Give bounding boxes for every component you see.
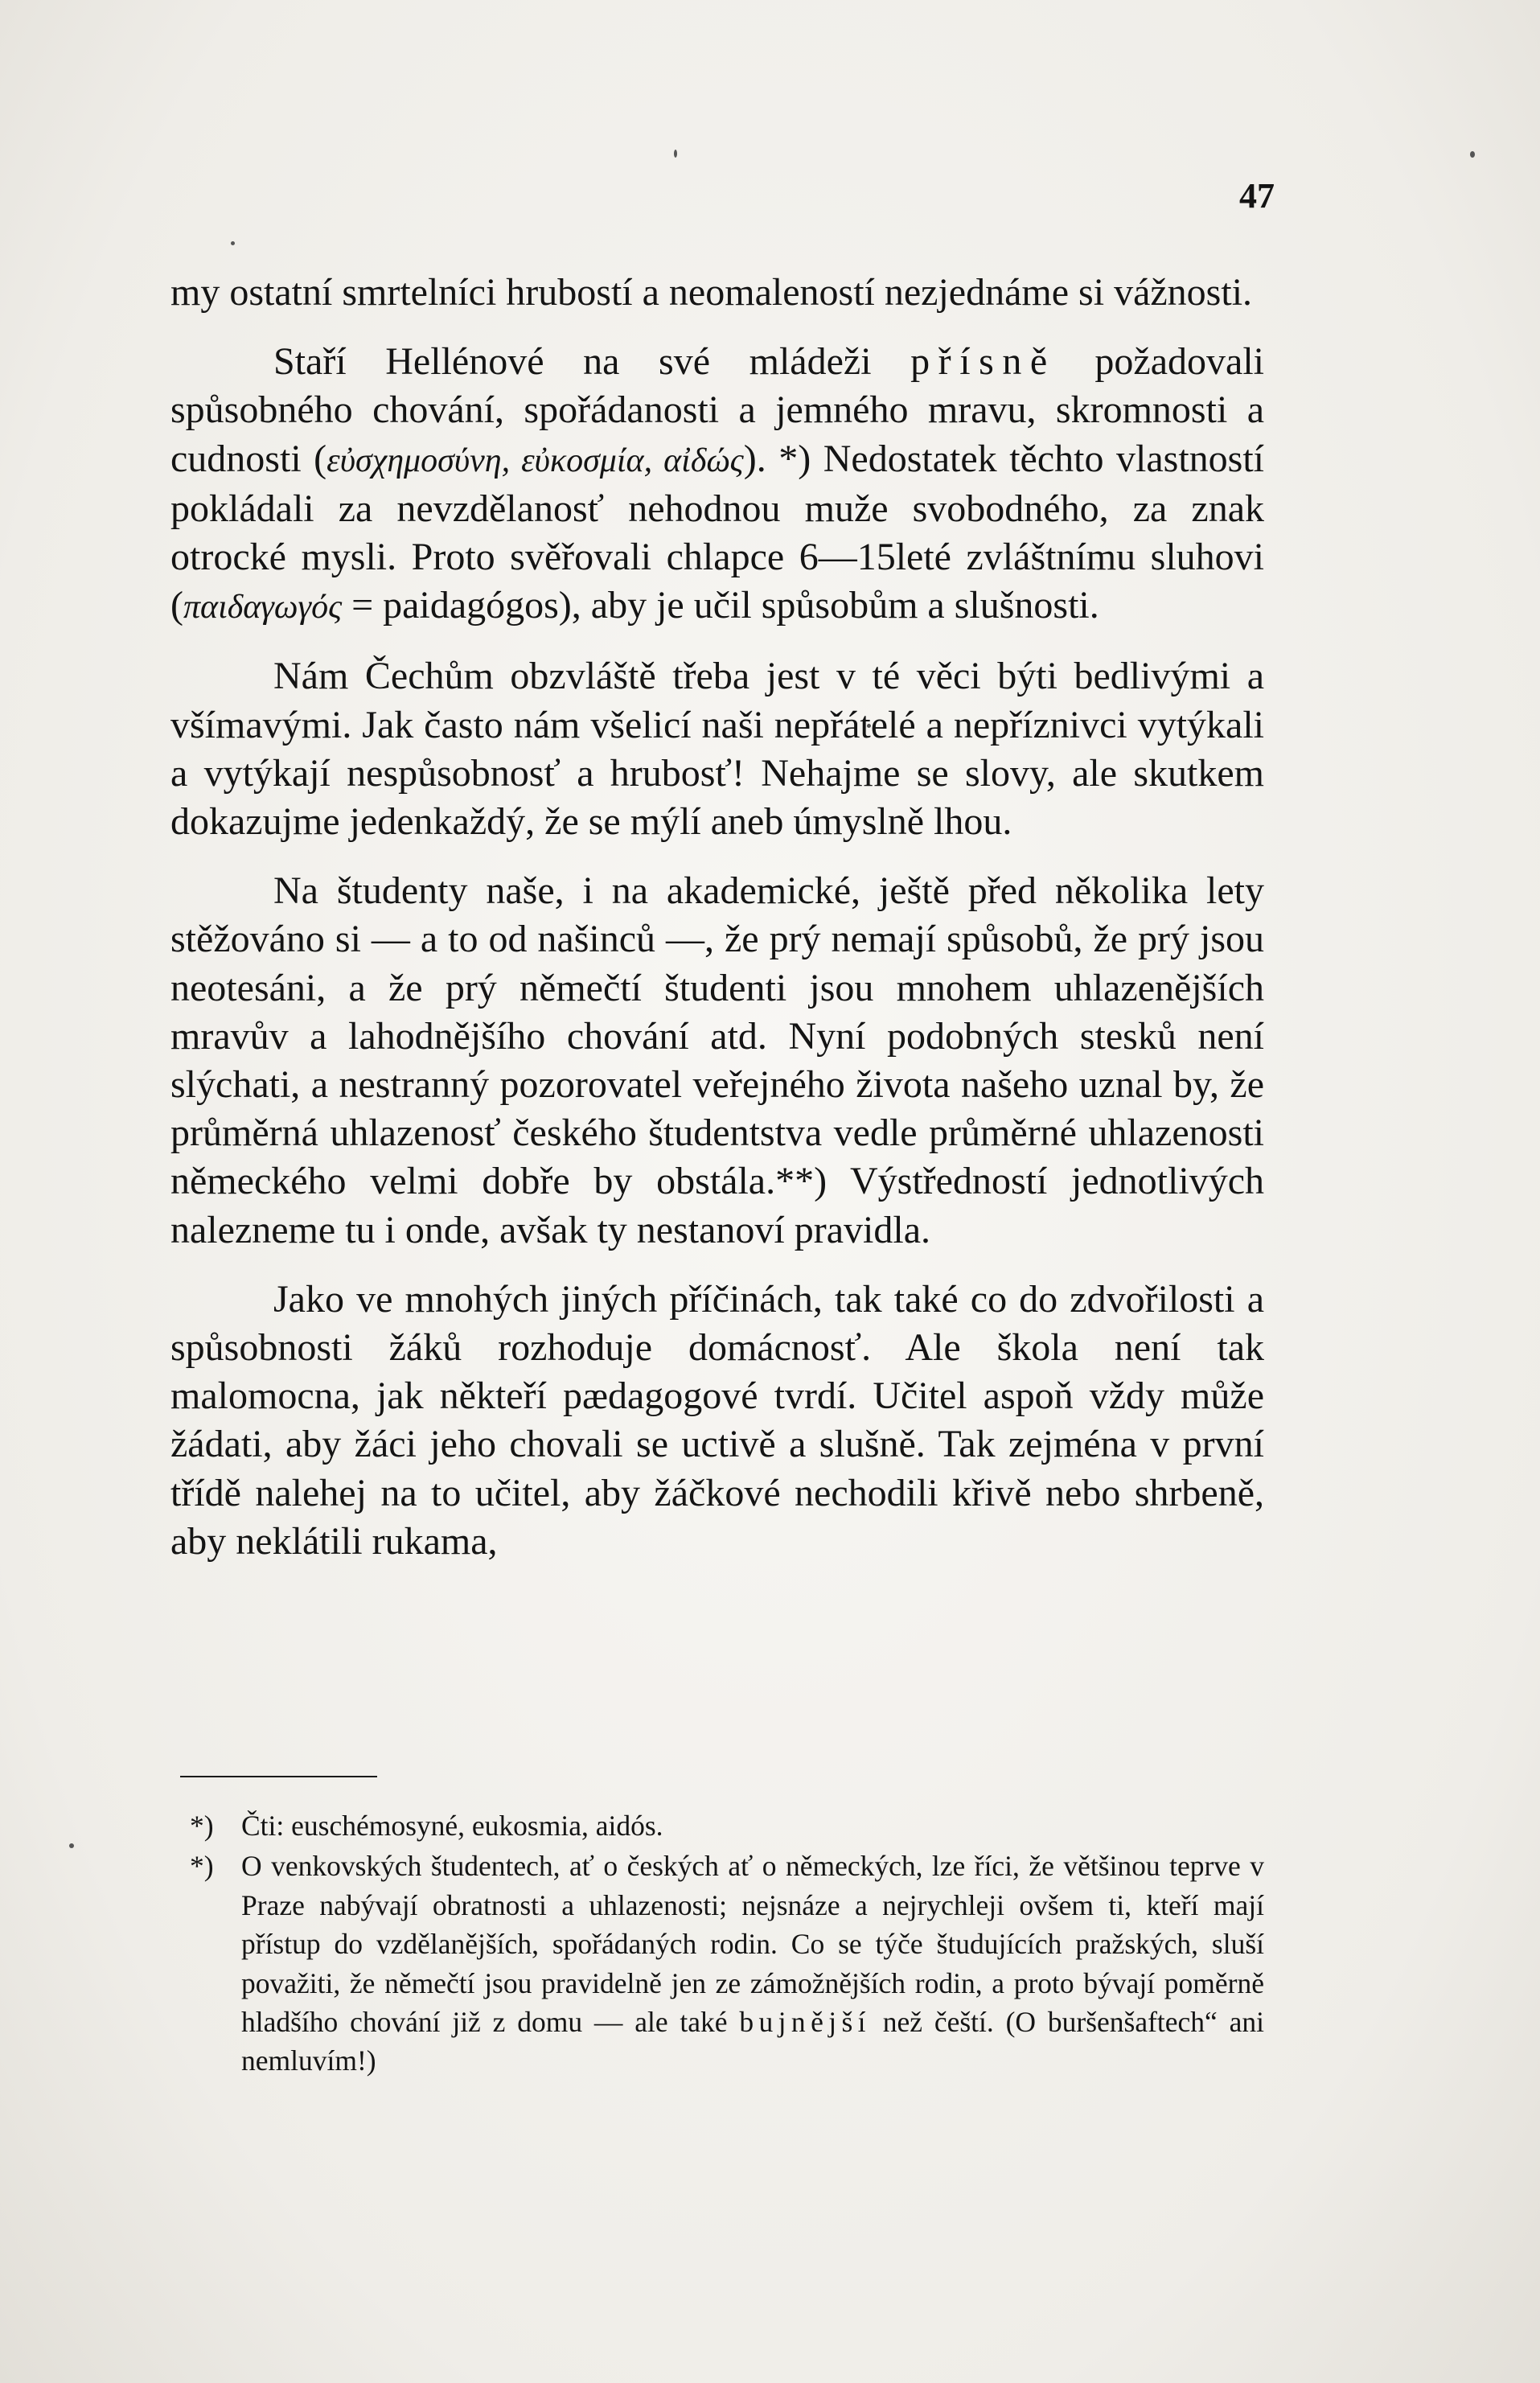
footnotes: [190, 1806, 1264, 2082]
page-number: 47: [1239, 176, 1275, 216]
emphasis-spaced: přísně: [910, 340, 1056, 384]
footnote: *) Čti: euschémosyné, eukosmia, aidós.: [241, 1806, 1264, 1845]
greek-text: εὐσχημοσύνη, εὐκοσμία, αἰδώς: [326, 442, 744, 479]
speck: [69, 1843, 74, 1848]
speck: [674, 150, 677, 158]
body-text: [170, 269, 1264, 1566]
paragraph: Nám Čechům obzvláště třeba jest v té věci býti bedlivými a všímavými. Jak často nám všelicí naši nepřátelé a nepříznivci vytýkali a vytýkají nespůsobnosť a hrubosť! Nehajme se slovy, ale skutkem dokazujme jedenkaždý, že se mýlí aneb úmyslně lhou.: [170, 655, 1264, 844]
speck: [231, 241, 235, 245]
paragraph: my ostatní smrtelníci hrubostí a neomaleností nezjednáme si vážnosti.: [170, 271, 1253, 314]
footnote: *) O venkovských študentech, ať o českých ať o německých, lze říci, že většinou teprve v Praze nabývají obratnosti a uhlazenosti; nejsnáze a nejrychleji ovšem ti, kteří mají přístup do vzdělanějších, spořádaných rodin. Co se týče študujících pražských, sluší považiti, že němečtí jsou pravidelně jen ze zámožnějších rodin, a proto bývají poměrně hladšího chování již z domu — ale také bujnější než čeští. (O buršenšaftech“ ani nemluvím!): [241, 1847, 1264, 2080]
greek-text: παιδαγωγός: [183, 589, 343, 627]
emphasis-spaced: bujnější: [739, 2006, 871, 2039]
paragraph: Jako ve mnohých jiných příčinách, tak také co do zdvořilosti a spůsobnosti žáků rozhoduje domácnosť. Ale škola není tak malomocna, jak někteří pædagogové tvrdí. Učitel aspoň vždy může žádati, aby žáci jeho chovali se uctivě a slušně. Tak zejména v první třídě nalehej na to učitel, aby žáčkové nechodili křivě nebo shrbeně, aby neklátili rukama,: [170, 1277, 1264, 1563]
footnote-divider: [180, 1776, 377, 1777]
paragraph: Na študenty naše, i na akademické, ještě před několika lety stěžováno si — a to od našinců —, že prý nemají spůsobů, že prý jsou neotesáni, a že prý němečtí študenti jsou mnohem uhlazenějších mravův a lahodnějšího chování atd. Nyní podobných stesků není slýchati, a nestranný pozorovatel veřejného života našeho uznal by, že průměrná uhlazenosť českého študentstva vedle průměrné uhlazenosti německého velmi dobře by obstála.**) Výstředností jednotlivých nalezneme tu i onde, avšak ty nestanoví pravidla.: [170, 869, 1264, 1251]
speck: [1470, 151, 1475, 158]
paragraph: Staří Hellénové na své mládeži přísně požadovali spůsobného chování, spořádanosti a jemného mravu, skromnosti a cudnosti (εὐσχημοσύνη, εὐκοσμία, αἰδώς). *) Nedostatek těchto vlastností pokládali za nevzdělanosť nehodnou muže svobodného, za znak otrocké mysli. Proto svěřovali chlapce 6—15leté zvláštnímu sluhovi (παιδαγωγός = paidagógos), aby je učil spůsobům a slušnosti.: [170, 340, 1265, 627]
footnote-mark: *): [190, 1810, 214, 1842]
footnote-mark: *): [190, 1850, 214, 1883]
